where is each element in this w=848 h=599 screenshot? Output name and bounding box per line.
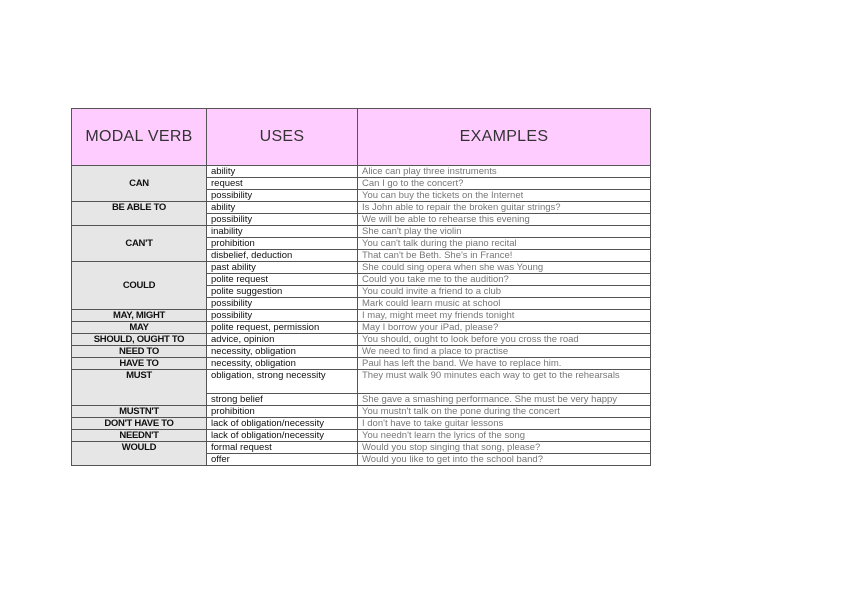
verb-cell-could: COULD (72, 262, 207, 310)
use-cell: past ability (207, 262, 358, 274)
verb-cell-may-might: MAY, MIGHT (72, 310, 207, 322)
table-row (72, 418, 651, 430)
use-cell: disbelief, deduction (207, 250, 358, 262)
example-cell: She gave a smashing performance. She must be very happy (358, 394, 651, 406)
example-cell: You should, ought to look before you cross the road (358, 334, 651, 346)
verb-cell-be-able-to: BE ABLE TO (72, 202, 207, 226)
example-cell: Alice can play three instruments (358, 166, 651, 178)
use-cell: prohibition (207, 238, 358, 250)
example-cell: Would you stop singing that song, please? (358, 442, 651, 454)
table-row (72, 202, 651, 214)
example-cell: You can buy the tickets on the Internet (358, 190, 651, 202)
use-cell: obligation, strong necessity (207, 370, 358, 394)
header-uses: USES (207, 109, 358, 166)
table-row (72, 430, 651, 442)
example-cell: I don't have to take guitar lessons (358, 418, 651, 430)
use-cell: request (207, 178, 358, 190)
use-cell: inability (207, 226, 358, 238)
use-cell: possibility (207, 310, 358, 322)
verb-cell-have-to: HAVE TO (72, 358, 207, 370)
header-row (72, 109, 651, 166)
example-cell: Paul has left the band. We have to replace him. (358, 358, 651, 370)
table-row (72, 442, 651, 454)
use-cell: possibility (207, 190, 358, 202)
use-cell: prohibition (207, 406, 358, 418)
example-cell: I may, might meet my friends tonight (358, 310, 651, 322)
example-cell: May I borrow your iPad, please? (358, 322, 651, 334)
example-cell: She can't play the violin (358, 226, 651, 238)
use-cell: polite request (207, 274, 358, 286)
verb-cell-neednt: NEEDN'T (72, 430, 207, 442)
use-cell: lack of obligation/necessity (207, 418, 358, 430)
table-row (72, 358, 651, 370)
modal-verbs-table (71, 108, 651, 466)
table-row (72, 406, 651, 418)
table-row (72, 322, 651, 334)
table-row (72, 346, 651, 358)
use-cell: necessity, obligation (207, 346, 358, 358)
example-cell: You mustn't talk on the pone during the concert (358, 406, 651, 418)
verb-cell-may: MAY (72, 322, 207, 334)
use-cell: ability (207, 202, 358, 214)
example-cell: Could you take me to the audition? (358, 274, 651, 286)
example-cell: Would you like to get into the school band? (358, 454, 651, 466)
use-cell: formal request (207, 442, 358, 454)
use-cell: ability (207, 166, 358, 178)
example-cell: She could sing opera when she was Young (358, 262, 651, 274)
use-cell: possibility (207, 214, 358, 226)
example-cell: Is John able to repair the broken guitar strings? (358, 202, 651, 214)
example-cell: We need to find a place to practise (358, 346, 651, 358)
example-cell: You can't talk during the piano recital (358, 238, 651, 250)
verb-cell-would: WOULD (72, 442, 207, 466)
use-cell: offer (207, 454, 358, 466)
verb-cell-cant: CAN'T (72, 226, 207, 262)
verb-cell-mustnt: MUSTN'T (72, 406, 207, 418)
header-modal-verb: MODAL VERB (72, 109, 207, 166)
use-cell: polite request, permission (207, 322, 358, 334)
example-cell: They must walk 90 minutes each way to get to the rehearsals (358, 370, 651, 394)
header-examples: EXAMPLES (358, 109, 651, 166)
table-row (72, 166, 651, 178)
example-cell: You could invite a friend to a club (358, 286, 651, 298)
use-cell: lack of obligation/necessity (207, 430, 358, 442)
example-cell: You needn't learn the lyrics of the song (358, 430, 651, 442)
example-cell: That can't be Beth. She's in France! (358, 250, 651, 262)
verb-cell-must: MUST (72, 370, 207, 406)
example-cell: Mark could learn music at school (358, 298, 651, 310)
use-cell: polite suggestion (207, 286, 358, 298)
verb-cell-dont-have-to: DON'T HAVE TO (72, 418, 207, 430)
verb-cell-need-to: NEED TO (72, 346, 207, 358)
use-cell: strong belief (207, 394, 358, 406)
table-row (72, 310, 651, 322)
verb-cell-can: CAN (72, 166, 207, 202)
table-row (72, 262, 651, 274)
example-cell: We will be able to rehearse this evening (358, 214, 651, 226)
example-cell: Can I go to the concert? (358, 178, 651, 190)
table-row (72, 226, 651, 238)
use-cell: necessity, obligation (207, 358, 358, 370)
use-cell: possibility (207, 298, 358, 310)
table-row (72, 370, 651, 394)
use-cell: advice, opinion (207, 334, 358, 346)
verb-cell-should: SHOULD, OUGHT TO (72, 334, 207, 346)
table-row (72, 334, 651, 346)
